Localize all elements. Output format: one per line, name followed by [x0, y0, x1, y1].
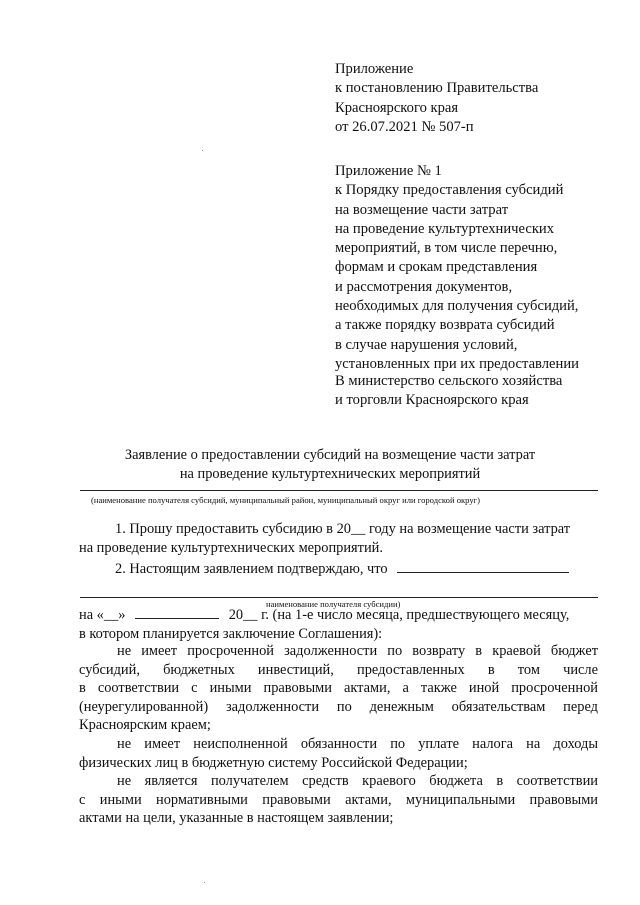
- item-1-line: не имеет просроченной задолженности по возврату в краевой бюджет: [117, 643, 598, 659]
- recipient-underline: [80, 490, 598, 491]
- scan-speck: [202, 150, 203, 151]
- appendix-line: Приложение № 1: [335, 163, 442, 179]
- addressee-block: [335, 372, 625, 411]
- appendix-line: на возмещение части затрат: [335, 201, 509, 218]
- date-line-2: в котором планируется заключение Соглашения):: [79, 625, 383, 642]
- document-title: [60, 446, 600, 483]
- condition-item-1: [79, 642, 598, 735]
- appendix-line: мероприятий, в том числе перечню,: [335, 240, 558, 257]
- appendix-block: [335, 162, 625, 374]
- header-line: от 26.07.2021 № 507-п: [335, 119, 474, 136]
- condition-item-3: [79, 772, 598, 828]
- date-text: 20__ г. (на 1-е число месяца, предшествующего месяцу,: [228, 607, 570, 623]
- date-prefix: на «__»: [79, 607, 126, 623]
- recipient-caption: (наименование получателя субсидий, муниципальный район, муниципальный округ или городской округ): [91, 495, 481, 505]
- header-line: Приложение: [335, 61, 414, 77]
- item-1-line: в соответствии с иными правовыми актами, а также иной просроченной: [79, 680, 598, 697]
- item-1-line: субсидий, бюджетных инвестиций, предоставленных в том числе: [79, 661, 598, 678]
- recipient-short-caption: наименование получателя субсидии): [266, 599, 401, 609]
- condition-item-2: [79, 735, 598, 772]
- paragraph-1: [79, 520, 598, 557]
- scan-speck: [204, 882, 205, 883]
- item-3-line: не является получателем средств краевого бюджета в соответствии: [117, 773, 598, 789]
- item-1-line: Красноярским краем;: [79, 717, 211, 734]
- header-line: Красноярского края: [335, 99, 459, 116]
- header-line: к постановлению Правительства: [335, 80, 539, 97]
- paragraph-2-text: 2. Настоящим заявлением подтверждаю, что: [115, 561, 388, 577]
- month-blank: [135, 604, 219, 619]
- appendix-line: установленных при их предоставлении: [335, 355, 579, 372]
- appendix-line: на проведение культуртехнических: [335, 220, 555, 237]
- appendix-line: формам и срокам представления: [335, 259, 538, 276]
- paragraph-2: [79, 558, 598, 579]
- title-line-1: Заявление о предоставлении субсидий на возмещение части затрат: [124, 447, 536, 463]
- addressee-line: и торговли Красноярского края: [335, 392, 529, 409]
- header-block: [335, 60, 625, 138]
- date-paragraph: [79, 604, 598, 643]
- title-line-2: на проведение культуртехнических мероприятий: [179, 465, 481, 482]
- item-3-line: актами на цели, указанные в настоящем заявлении;: [79, 810, 394, 827]
- appendix-line: и рассмотрения документов,: [335, 278, 513, 295]
- appendix-line: в случае нарушения условий,: [335, 336, 518, 353]
- paragraph-1-line-1: 1. Прошу предоставить субсидию в 20__ году на возмещение части затрат: [115, 521, 571, 537]
- appendix-line: к Порядку предоставления субсидий: [335, 182, 564, 199]
- item-2-line: физических лиц в бюджетную систему Российской Федерации;: [79, 754, 468, 771]
- item-2-line: не имеет неисполненной обязанности по уплате налога на доходы: [117, 736, 598, 752]
- item-3-line: с иными нормативными правовыми актами, муниципальными правовыми: [79, 791, 598, 808]
- appendix-line: необходимых для получения субсидий,: [335, 298, 579, 315]
- recipient-short-underline: [80, 597, 598, 598]
- paragraph-1-line-2: на проведение культуртехнических мероприятий.: [79, 539, 383, 556]
- addressee-line: В министерство сельского хозяйства: [335, 373, 563, 389]
- declarant-blank: [397, 558, 569, 573]
- appendix-line: а также порядку возврата субсидий: [335, 317, 555, 334]
- item-1-line: (неурегулированной) задолженности по денежным обязательствам перед: [79, 698, 598, 715]
